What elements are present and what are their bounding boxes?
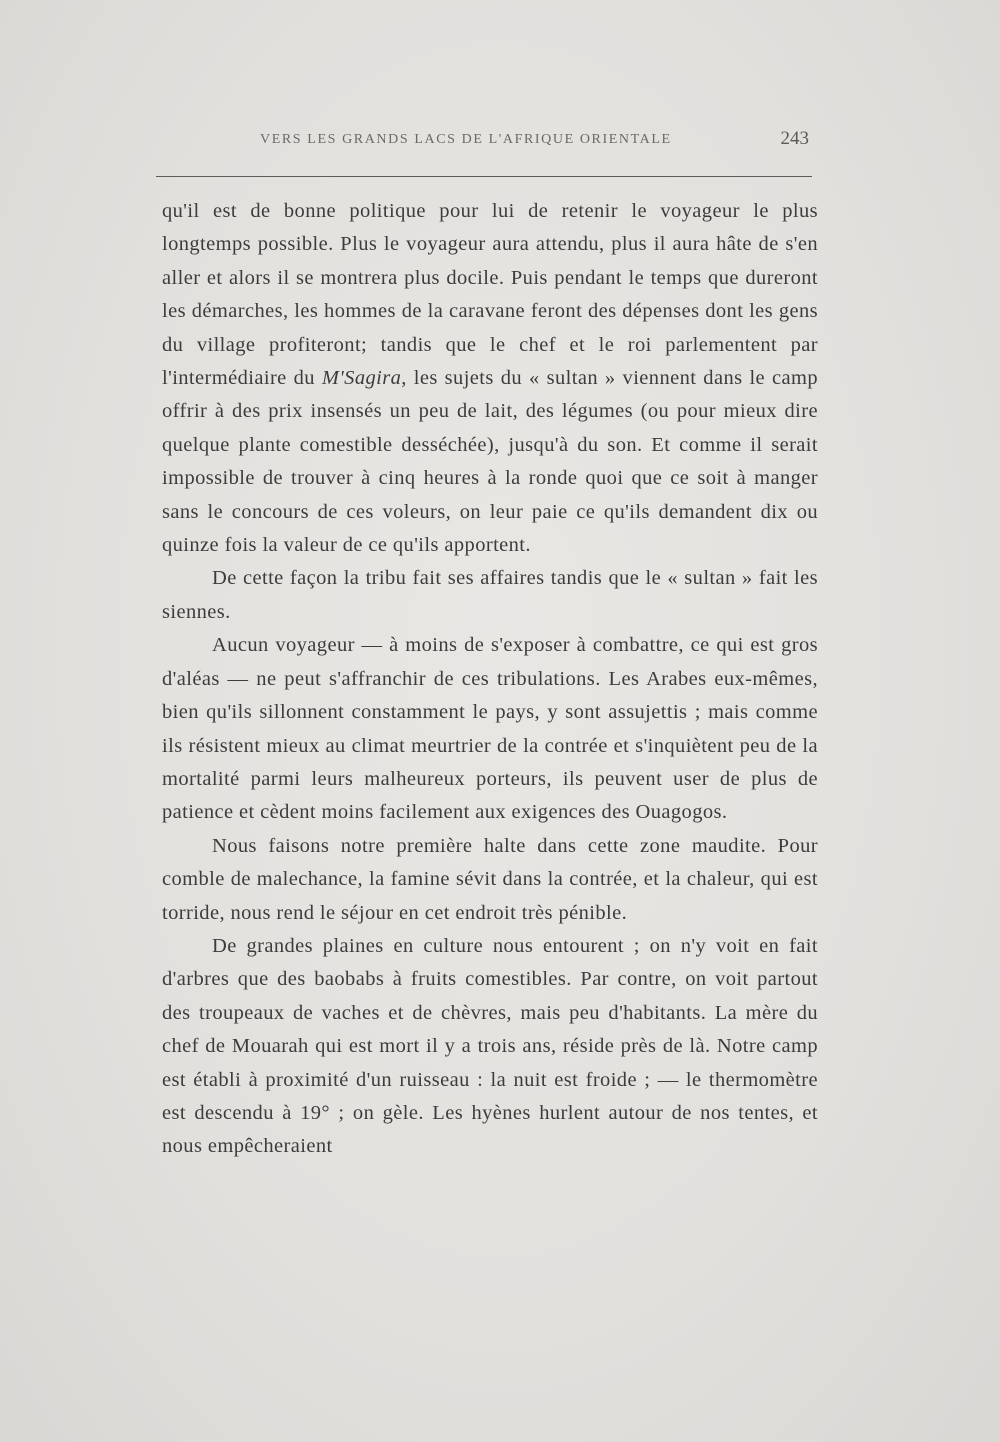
- paragraph-4: Nous faisons notre première halte dans cette zone maudite. Pour comble de malechance, la famine sévit dans la contrée, et la chaleur, qui est torride, nous rend le séjour en cet endroit très pénible.: [162, 834, 818, 924]
- running-head: [160, 128, 815, 152]
- running-title: VERS LES GRANDS LACS DE L'AFRIQUE ORIENTALE: [260, 132, 672, 147]
- paragraph-3: Aucun voyageur — à moins de s'exposer à combattre, ce qui est gros d'aléas — ne peut s'affranchir de ces tribulations. Les Arabes eux-mêmes, bien qu'ils sillonnent constamment le pays, y sont assujettis ; mais comme ils résistent mieux au climat meurtrier de la contrée et s'inquiètent peu de la mortalité parmi leurs malheureux porteurs, ils peuvent user de plus de patience et cèdent moins facilement aux exigences des Ouagogos.: [162, 634, 818, 824]
- paragraph-5: De grandes plaines en culture nous entourent ; on n'y voit en fait d'arbres que des baobabs à fruits comestibles. Par contre, on voit partout des troupeaux de vaches et de chèvres, mais peu d'habitants. La mère du chef de Mouarah qui est mort il y a trois ans, réside près de là. Notre camp est établi à proximité d'un ruisseau : la nuit est froide ; — le thermomètre est descendu à 19° ; on gèle. Les hyènes hurlent autour de nos tentes, et nous empêcheraient: [162, 934, 818, 1158]
- header-rule: [156, 176, 812, 177]
- italic-term: M'Sagira: [321, 367, 402, 390]
- paragraph-1-start: qu'il est de bonne politique pour lui de retenir le voyageur le plus longtemps possible. Plus le voyageur aura attendu, plus il aura hâte de s'en aller et alors il se montrera plus docile. Puis pendant le temps que dureront les démarches, les hommes de la caravane feront des dépenses dont les gens du village profiteront; tandis que le chef et le roi parlementent par l'intermédiaire du: [162, 200, 818, 390]
- body-text: [162, 195, 818, 1164]
- page-number: 243: [780, 128, 809, 149]
- paragraph-2: De cette façon la tribu fait ses affaires tandis que le « sultan » fait les siennes.: [162, 567, 818, 623]
- paragraph-1-end: , les sujets du « sultan » viennent dans le camp offrir à des prix insensés un peu de lait, des légumes (ou pour mieux dire quelque plante comestible desséchée), jusqu'à du son. Et comme il serait impossible de trouver à cinq heures à la ronde quoi que ce soit à manger sans le concours de ces voleurs, on leur paie ce qu'ils demandent dix ou quinze fois la valeur de ce qu'ils apportent.: [162, 367, 818, 557]
- paragraph-1: [162, 195, 818, 562]
